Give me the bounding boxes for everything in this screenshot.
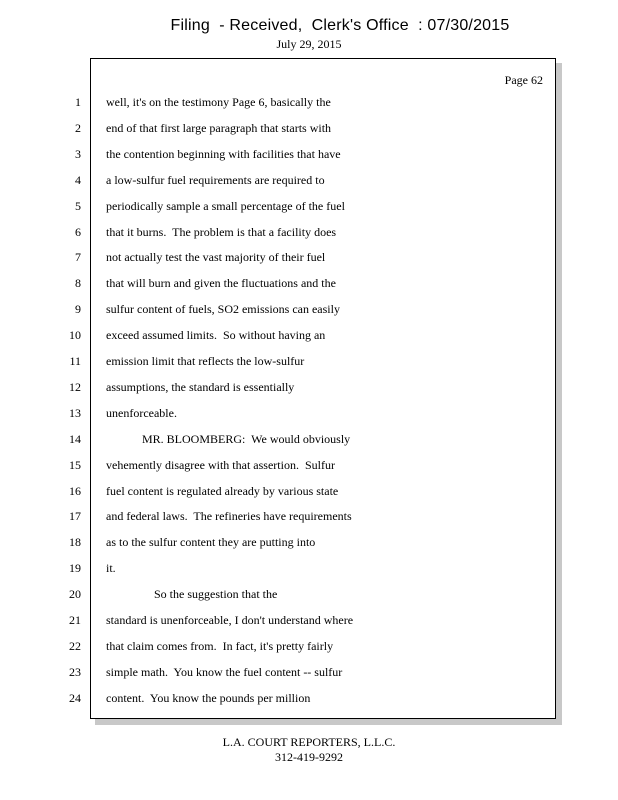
line-number: 11 [69, 354, 81, 368]
line-text: well, it's on the testimony Page 6, basically the [106, 95, 331, 109]
line-text: periodically sample a small percentage of the fuel [106, 198, 345, 213]
line-text: exceed assumed limits. So without having an [106, 328, 326, 343]
line-text: the contention beginning with facilities that have [106, 146, 341, 161]
transcript-line [0, 406, 618, 432]
line-number: 5 [75, 198, 81, 213]
line-text: MR. BLOOMBERG: We would obviously [106, 431, 351, 446]
line-text: So the suggestion that the [106, 587, 278, 602]
line-number: 13 [69, 405, 81, 420]
line-number: 20 [69, 587, 81, 602]
line-text: unenforceable. [106, 405, 177, 420]
line-text: that it burns. The problem is that a facility does [106, 224, 337, 239]
line-number: 10 [69, 328, 81, 343]
line-text: simple math. You know the fuel content -- sulfur [106, 664, 343, 679]
line-number: 3 [75, 146, 81, 161]
line-number: 1 [75, 95, 81, 109]
line-number: 24 [69, 690, 81, 705]
transcript-line [0, 587, 618, 613]
line-text: not actually test the vast majority of their fuel [106, 250, 326, 265]
page-number: Page 62 [504, 73, 543, 87]
footer-phone: 312-419-9292 [275, 750, 343, 764]
footer-company: L.A. COURT REPORTERS, L.L.C. [222, 735, 396, 749]
line-text: as to the sulfur content they are putting into [106, 535, 316, 550]
transcript-line [0, 121, 618, 147]
line-number: 2 [75, 120, 81, 135]
line-number: 12 [69, 379, 81, 394]
transcript-line [0, 561, 618, 587]
transcript-line [0, 225, 618, 251]
transcript-line [0, 535, 618, 561]
line-number: 22 [69, 638, 81, 653]
transcript-line [0, 458, 618, 484]
line-text: standard is unenforceable, I don't understand where [106, 613, 354, 627]
line-number: 17 [69, 509, 81, 524]
transcript-line [0, 432, 618, 458]
transcript-line [0, 380, 618, 406]
transcript-line [0, 613, 618, 639]
transcript-line [0, 276, 618, 302]
line-text: sulfur content of fuels, SO2 emissions can easily [106, 302, 340, 317]
transcript-line [0, 173, 618, 199]
transcript-line [0, 328, 618, 354]
transcript-line [0, 484, 618, 510]
transcript-line [0, 199, 618, 225]
line-number: 16 [69, 483, 81, 498]
transcript-line [0, 302, 618, 328]
line-text: emission limit that reflects the low-sulfur [106, 354, 305, 368]
filing-stamp: Filing - Received, Clerk's Office : 07/30/2015 [170, 17, 510, 34]
line-number: 18 [69, 535, 81, 550]
transcript-line [0, 250, 618, 276]
line-text: it. [106, 561, 116, 576]
line-text: that will burn and given the fluctuations and the [106, 276, 336, 291]
line-text: fuel content is regulated already by various state [106, 483, 339, 498]
line-number: 14 [69, 431, 81, 446]
line-number: 21 [69, 613, 81, 627]
transcript-line [0, 665, 618, 691]
transcript-line [0, 147, 618, 173]
line-text: that claim comes from. In fact, it's pretty fairly [106, 638, 334, 653]
line-number: 15 [69, 457, 81, 472]
line-number: 19 [69, 561, 81, 576]
line-text: vehemently disagree with that assertion. Sulfur [106, 457, 335, 472]
transcript-line [0, 354, 618, 380]
line-text: assumptions, the standard is essentially [106, 379, 295, 394]
line-text: and federal laws. The refineries have requirements [106, 509, 352, 524]
transcript-line [0, 95, 618, 121]
line-text: content. You know the pounds per million [106, 690, 311, 705]
line-number: 6 [75, 224, 81, 239]
transcript-line [0, 509, 618, 535]
line-number: 7 [75, 250, 81, 265]
line-text: end of that first large paragraph that starts with [106, 120, 332, 135]
line-number: 8 [75, 276, 81, 291]
line-text: a low-sulfur fuel requirements are required to [106, 172, 325, 187]
line-number: 4 [75, 172, 81, 187]
filing-date: July 29, 2015 [276, 37, 342, 51]
transcript-line [0, 639, 618, 665]
transcript-line [0, 691, 618, 717]
line-number: 9 [75, 302, 81, 317]
line-number: 23 [69, 664, 81, 679]
